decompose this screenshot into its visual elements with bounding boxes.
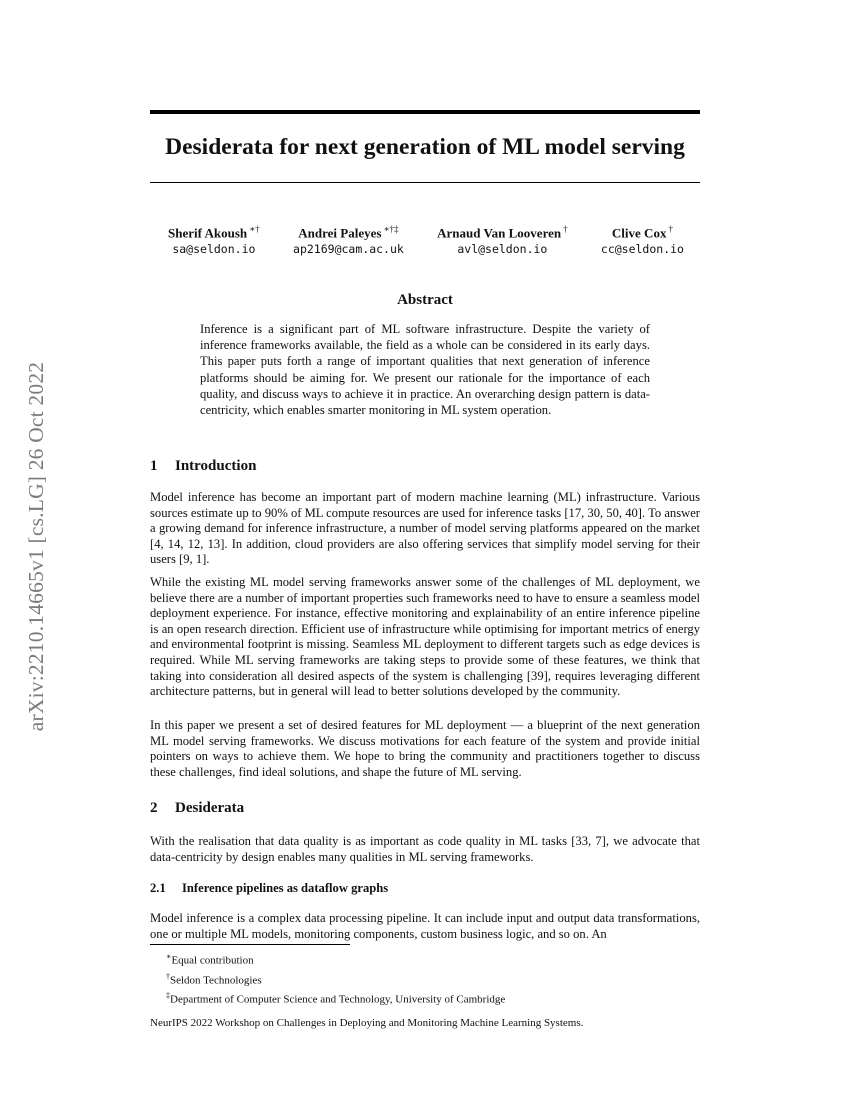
footnote-rule bbox=[150, 944, 350, 945]
author bbox=[601, 221, 684, 257]
venue-footer: NeurIPS 2022 Workshop on Challenges in Deploying and Monitoring Machine Learning Systems. bbox=[150, 1017, 584, 1029]
title-top-rule bbox=[150, 110, 700, 114]
author-name: Sherif Akoush bbox=[168, 225, 248, 241]
author-email[interactable]: avl@seldon.io bbox=[457, 242, 548, 257]
author-email[interactable]: ap2169@cam.ac.uk bbox=[293, 242, 404, 257]
section-title: Introduction bbox=[175, 458, 257, 474]
section-title: Desiderata bbox=[175, 800, 245, 816]
subsection-title: Inference pipelines as dataflow graphs bbox=[182, 881, 389, 895]
subsection-number: 2.1 bbox=[150, 881, 166, 895]
section-number: 1 bbox=[150, 458, 158, 474]
abstract-text: Inference is a significant part of ML software infrastructure. Despite the variety of inference frameworks available, the field as a whole can be considered in its early days. This paper puts forth a range of important qualities that next generation of inference platforms should be aiming for. We present our rationale for the importance of each quality, and discuss ways to achieve it in practice. An overarching design pattern is data-centricity, which enables smarter monitoring in ML system operation. bbox=[200, 322, 650, 418]
affiliation-marks: ∗†‡ bbox=[383, 224, 399, 234]
author-name: Clive Cox bbox=[611, 225, 667, 241]
arxiv-watermark bbox=[22, 296, 52, 796]
affiliation-marks: † bbox=[668, 224, 673, 234]
footnotes bbox=[166, 949, 505, 1008]
footnote: †Seldon Technologies bbox=[166, 971, 262, 987]
title-bottom-rule bbox=[150, 182, 700, 183]
footnote: ‡Department of Computer Science and Technology, University of Cambridge bbox=[166, 991, 506, 1006]
author-name: Arnaud Van Looveren bbox=[437, 225, 562, 241]
inference-paragraph: Model inference is a complex data processing pipeline. It can include input and output data transformations, one or multiple ML models, monitoring components, custom business logic, and so on. An bbox=[150, 911, 700, 941]
abstract-heading: Abstract bbox=[397, 292, 453, 308]
affiliation-marks: † bbox=[563, 224, 568, 234]
intro-paragraph: Model inference has become an important part of modern machine learning (ML) infrastructure. Various sources estimate up to 90% of ML compute resources are used for inference tasks [17, 30, 50, 40]. To answer a growing demand for inference infrastructure, a number of model serving platforms appeared on the market [4, 14, 12, 13]. In addition, cloud providers are also offering services that simplify model serving for their users [9, 1]. bbox=[150, 490, 700, 567]
section-heading-introduction bbox=[150, 458, 700, 475]
affiliation-marks: ∗† bbox=[249, 224, 260, 234]
desiderata-paragraph: With the realisation that data quality is as important as code quality in ML tasks [33, 7], we advocate that data-centricity by design enables many qualities in ML serving frameworks. bbox=[150, 834, 700, 864]
author-name: Andrei Paleyes bbox=[298, 225, 382, 241]
section-number: 2 bbox=[150, 800, 158, 816]
author-email[interactable]: cc@seldon.io bbox=[600, 242, 684, 257]
subsection-heading-inference-pipelines bbox=[150, 881, 700, 896]
intro-paragraph: In this paper we present a set of desired features for ML deployment — a blueprint of the next generation ML model serving frameworks. We discuss motivations for each feature of the system and provide initial pointers on ways to achieve them. We hope to bring the community and practitioners together to discuss these challenges, find ideal solutions, and shape the future of ML serving. bbox=[150, 718, 700, 779]
footnote: ∗Equal contribution bbox=[166, 952, 254, 967]
author bbox=[168, 221, 260, 257]
paper-title: Desiderata for next generation of ML model serving bbox=[165, 134, 685, 160]
author-list bbox=[150, 221, 700, 257]
arxiv-identifier: arXiv:2210.14665v1 [cs.LG] 26 Oct 2022 bbox=[24, 361, 49, 731]
section-heading-desiderata bbox=[150, 800, 700, 817]
author bbox=[293, 221, 404, 257]
author-email[interactable]: sa@seldon.io bbox=[172, 242, 256, 257]
author bbox=[437, 221, 568, 257]
intro-paragraph: While the existing ML model serving frameworks answer some of the challenges of ML deployment, we believe there are a number of important properties such frameworks need to have to ensure a seamless model deployment experience. For instance, effective monitoring and explainability of an entire inference pipeline is an open research direction. Efficient use of infrastructure while optimising for important metrics of energy and environmental footprint is missing. Seamless ML deployment to different targets such as edge devices is required. While ML serving frameworks are taking steps to provide some of these features, we think that taking into consideration all desired aspects of the system is challenging [39], requires leveraging different architecture patterns, but in general will lead to better solutions developed by the community. bbox=[150, 575, 700, 699]
